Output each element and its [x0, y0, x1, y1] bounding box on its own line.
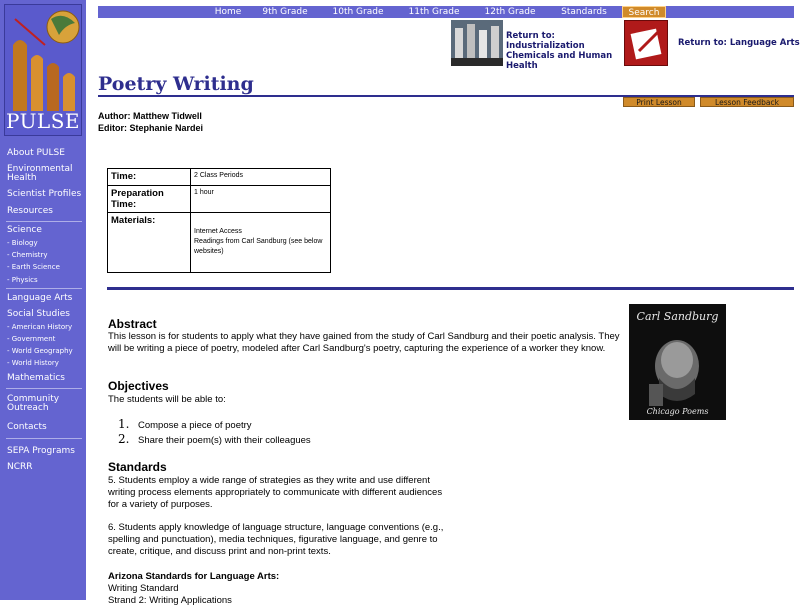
table-row — [108, 186, 331, 213]
sidebar-item-science[interactable]: Science — [7, 225, 42, 235]
editor-name: Stephanie Nardei — [129, 123, 204, 133]
editor-label: Editor — [98, 123, 124, 133]
top-navigation — [98, 6, 794, 18]
sidebar-item-contacts[interactable]: Contacts — [7, 422, 47, 432]
sidebar-item-earth-science[interactable]: - Earth Science — [7, 263, 60, 271]
page-title: Poetry Writing — [98, 73, 254, 95]
arizona-strand: Strand 2: Writing Applications — [108, 595, 232, 606]
objective-item: Share their poem(s) with their colleagues — [138, 435, 311, 446]
arizona-standards-heading: Arizona Standards for Language Arts: — [108, 571, 280, 582]
list-number: 2. — [118, 432, 130, 446]
lesson-info-table — [107, 168, 331, 273]
industrialization-thumbnail[interactable] — [451, 20, 503, 66]
cover-title: Carl Sandburg — [636, 310, 719, 323]
sidebar-item-world-history[interactable]: - World History — [7, 359, 59, 367]
materials-label: Materials: — [108, 213, 191, 273]
cover-subtitle: Chicago Poems — [646, 407, 709, 416]
author-name: Matthew Tidwell — [133, 111, 202, 121]
sidebar-item-environmental-health[interactable]: Environmental Health — [7, 164, 73, 183]
materials-item: Readings from Carl Sandburg (see below websites) — [194, 238, 323, 255]
preparation-time-value: 1 hour — [191, 186, 331, 213]
objectives-intro: The students will be able to: — [108, 394, 226, 405]
abstract-text: This lesson is for students to apply what they have gained from the study of Carl Sandburg and their poetic analysis. They will be writing a piece of poetry, modeled after Carl Sandburg's poetry, capturing the experience of a worker they know. — [108, 331, 620, 354]
sidebar-item-social-studies[interactable]: Social Studies — [7, 309, 70, 319]
sidebar-item-world-geography[interactable]: - World Geography — [7, 347, 73, 355]
logo-text: PULSE — [5, 109, 81, 133]
table-row — [108, 213, 331, 273]
sidebar-item-about-pulse[interactable]: About PULSE — [7, 148, 65, 158]
pulse-logo[interactable] — [4, 4, 82, 136]
writing-icon — [625, 21, 669, 67]
materials-item: Internet Access — [194, 228, 242, 235]
standards-heading: Standards — [108, 460, 167, 474]
sidebar-divider — [6, 388, 82, 389]
author-line — [98, 111, 202, 121]
left-sidebar — [0, 0, 86, 600]
sidebar-item-physics[interactable]: - Physics — [7, 276, 38, 284]
sidebar-item-american-history[interactable]: - American History — [7, 323, 73, 331]
table-row — [108, 169, 331, 186]
nav-12th-grade[interactable]: 12th Grade — [484, 7, 536, 17]
standard-5: 5. Students employ a wide range of strategies as they write and use different writing process elements appropriately to communicate with different audiences for a variety of purposes. — [108, 475, 443, 510]
standard-6: 6. Students apply knowledge of language structure, language conventions (e.g., spelling and punctuation), media techniques, figurative language, and genre to create, critique, and discuss print and non-print texts. — [108, 522, 444, 557]
sidebar-item-mathematics[interactable]: Mathematics — [7, 373, 65, 383]
sidebar-item-chemistry[interactable]: - Chemistry — [7, 251, 48, 259]
print-lesson-button[interactable]: Print Lesson — [623, 97, 695, 107]
author-label: Author: — [98, 111, 131, 121]
return-to-industrialization-link[interactable]: Return to: Industrialization Chemicals and Human Health — [506, 31, 613, 71]
arizona-writing-standard: Writing Standard — [108, 583, 179, 594]
abstract-heading: Abstract — [108, 317, 157, 331]
sidebar-item-sepa-programs[interactable]: SEPA Programs — [7, 446, 75, 456]
return-to-language-arts-link[interactable]: Return to: Language Arts — [678, 38, 800, 48]
sidebar-item-government[interactable]: - Government — [7, 335, 56, 343]
materials-value — [191, 213, 331, 273]
sidebar-divider — [6, 438, 82, 439]
editor-line: Editor: Stephanie Nardei — [98, 123, 204, 133]
sidebar-item-language-arts[interactable]: Language Arts — [7, 293, 73, 303]
sidebar-item-biology[interactable]: - Biology — [7, 239, 38, 247]
sidebar-item-scientist-profiles[interactable]: Scientist Profiles — [7, 189, 82, 199]
time-value: 2 Class Periods — [191, 169, 331, 186]
nav-9th-grade[interactable]: 9th Grade — [262, 7, 308, 17]
nav-standards[interactable]: Standards — [561, 7, 607, 17]
sidebar-item-resources[interactable]: Resources — [7, 206, 53, 216]
chicago-poems-cover-image — [629, 304, 726, 420]
objectives-heading: Objectives — [108, 379, 169, 393]
nav-home[interactable]: Home — [214, 7, 242, 17]
sidebar-item-ncrr[interactable]: NCRR — [7, 462, 33, 472]
factory-icon — [451, 20, 503, 66]
sidebar-divider — [6, 221, 82, 222]
sidebar-item-community-outreach[interactable]: Community Outreach — [7, 394, 60, 413]
nav-search-button[interactable]: Search — [622, 6, 666, 18]
language-arts-thumbnail[interactable] — [624, 20, 668, 66]
lesson-feedback-button[interactable]: Lesson Feedback — [700, 97, 794, 107]
nav-11th-grade[interactable]: 11th Grade — [408, 7, 460, 17]
list-number: 1. — [118, 417, 130, 431]
sidebar-divider — [6, 288, 82, 289]
preparation-time-label: Preparation Time: — [108, 186, 191, 213]
nav-10th-grade[interactable]: 10th Grade — [332, 7, 384, 17]
section-divider — [107, 287, 794, 290]
objective-item: Compose a piece of poetry — [138, 420, 252, 431]
time-label: Time: — [108, 169, 191, 186]
